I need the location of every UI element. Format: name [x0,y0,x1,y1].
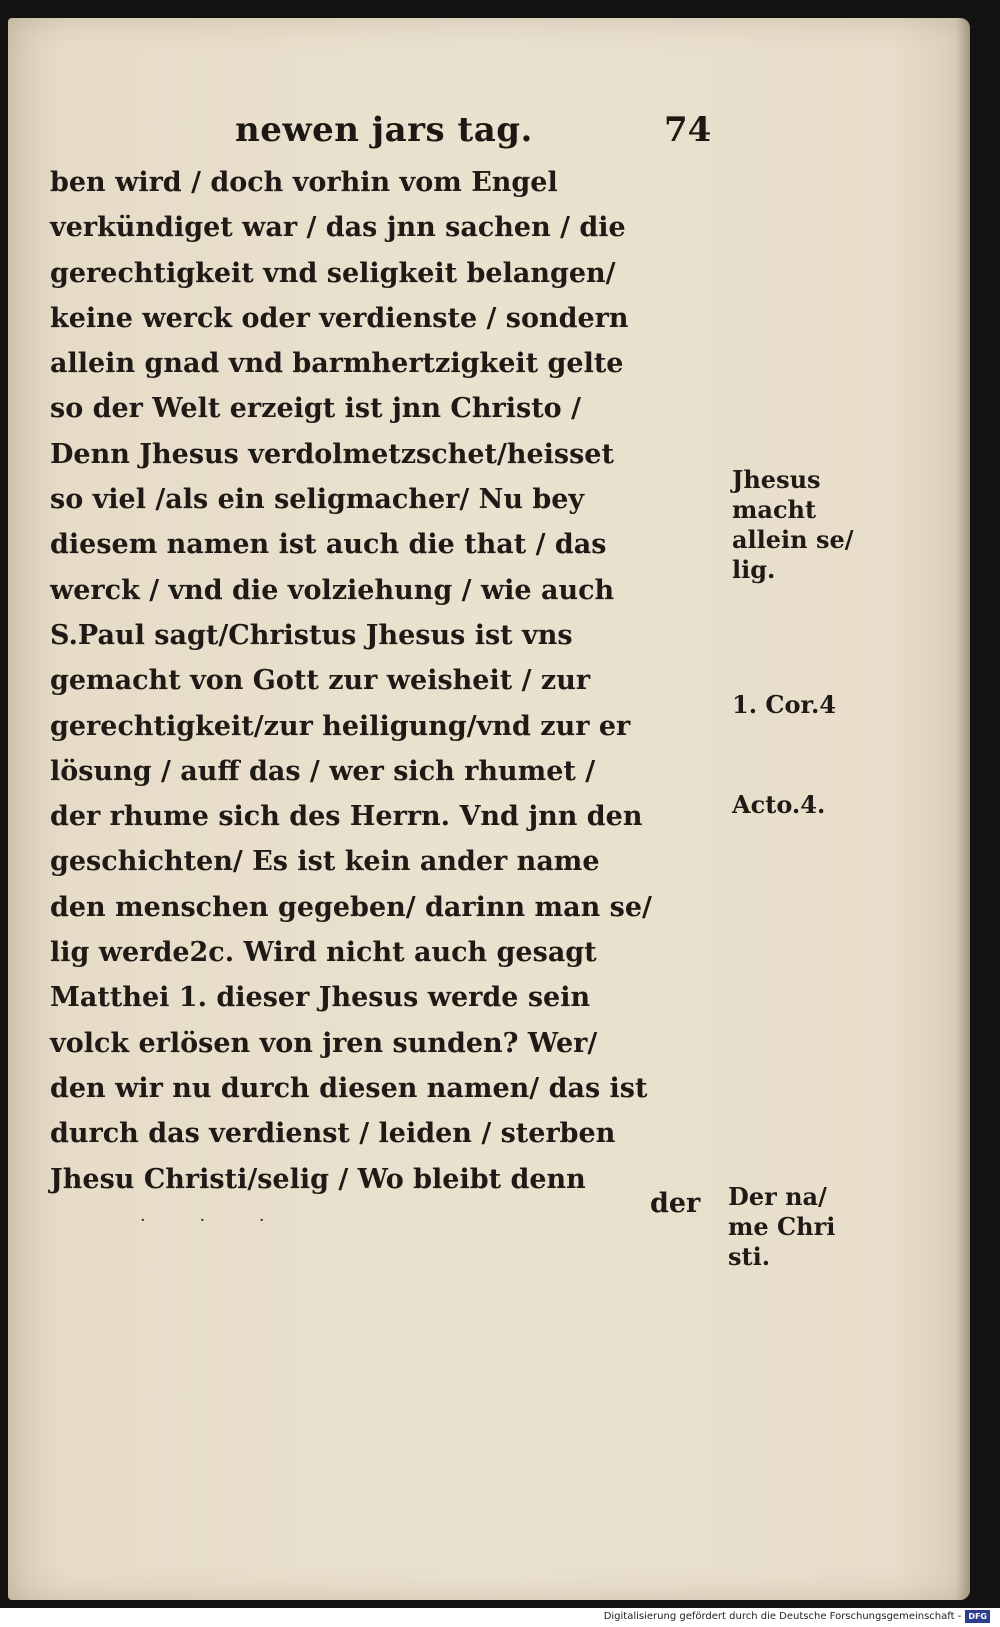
marginal-line: sti. [728,1242,771,1271]
text-line: allein gnad vnd barmhertzigkeit gelte [50,348,624,380]
marginal-note-jhesus [732,465,854,585]
marginal-note-cor [732,690,836,720]
text-line: ben wird / doch vorhin vom Engel [50,167,558,198]
text-line: den menschen gegeben/ darinn man se/ [50,891,652,923]
text-line: geschichten/ Es ist kein ander name [50,846,600,878]
catchword: der [650,1188,701,1219]
text-line: verkündiget war / das jnn sachen / die [50,212,626,244]
marginal-note-acto [732,790,825,820]
page-edge-shadow [956,18,970,1600]
text-line: werck / vnd die volziehung / wie auch [50,574,615,606]
text-line: gerechtigkeit vnd seligkeit belangen/ [50,257,616,289]
marginal-line: Acto.4. [732,790,826,819]
text-line: Denn Jhesus verdolmetzschet/heisset [50,438,614,470]
text-line: gerechtigkeit/zur heiligung/vnd zur er [50,710,631,742]
marginal-line: 1. Cor.4 [732,690,837,719]
marginal-note-der-name [728,1182,835,1272]
ink-specks: · · · [140,1210,289,1231]
body-text [50,160,730,1202]
marginal-line: me Chri [728,1212,836,1241]
text-line: diesem namen ist auch die that / das [50,529,607,561]
digitization-footer [604,1610,990,1623]
text-line: lösung / auff das / wer sich rhumet / [50,755,596,787]
text-line: den wir nu durch diesen namen/ das ist [50,1072,648,1104]
text-line: so der Welt erzeigt ist jnn Christo / [50,393,581,425]
text-line: der rhume sich des Herrn. Vnd jnn den [50,801,643,833]
text-line: gemacht von Gott zur weisheit / zur [50,665,591,697]
text-line: keine werck oder verdienste / sondern [50,302,629,334]
text-line: lig werde2c. Wird nicht auch gesagt [50,937,597,969]
footer-credit: Digitalisierung gefördert durch die Deutsche Forschungsgemeinschaft - [603,1611,962,1622]
marginal-line: Jhesus [732,465,821,494]
page-number: 74 [664,110,712,150]
text-line: durch das verdienst / leiden / sterben [50,1118,616,1150]
text-line: Matthei 1. dieser Jhesus werde sein [50,982,591,1014]
marginal-line: Der na/ [728,1182,827,1211]
text-line: Jhesu Christi/selig / Wo bleibt denn [50,1163,586,1195]
text-line: S.Paul sagt/Christus Jhesus ist vns [50,619,573,651]
marginal-line: macht [732,495,817,524]
text-line: volck erlösen von jren sunden? Wer/ [50,1027,598,1059]
marginal-line: lig. [732,555,776,584]
text-line: so viel /als ein seligmacher/ Nu bey [50,484,585,516]
marginal-line: allein se/ [732,525,854,554]
dfg-logo: DFG [965,1610,990,1623]
running-head: newen jars tag. [235,110,533,150]
